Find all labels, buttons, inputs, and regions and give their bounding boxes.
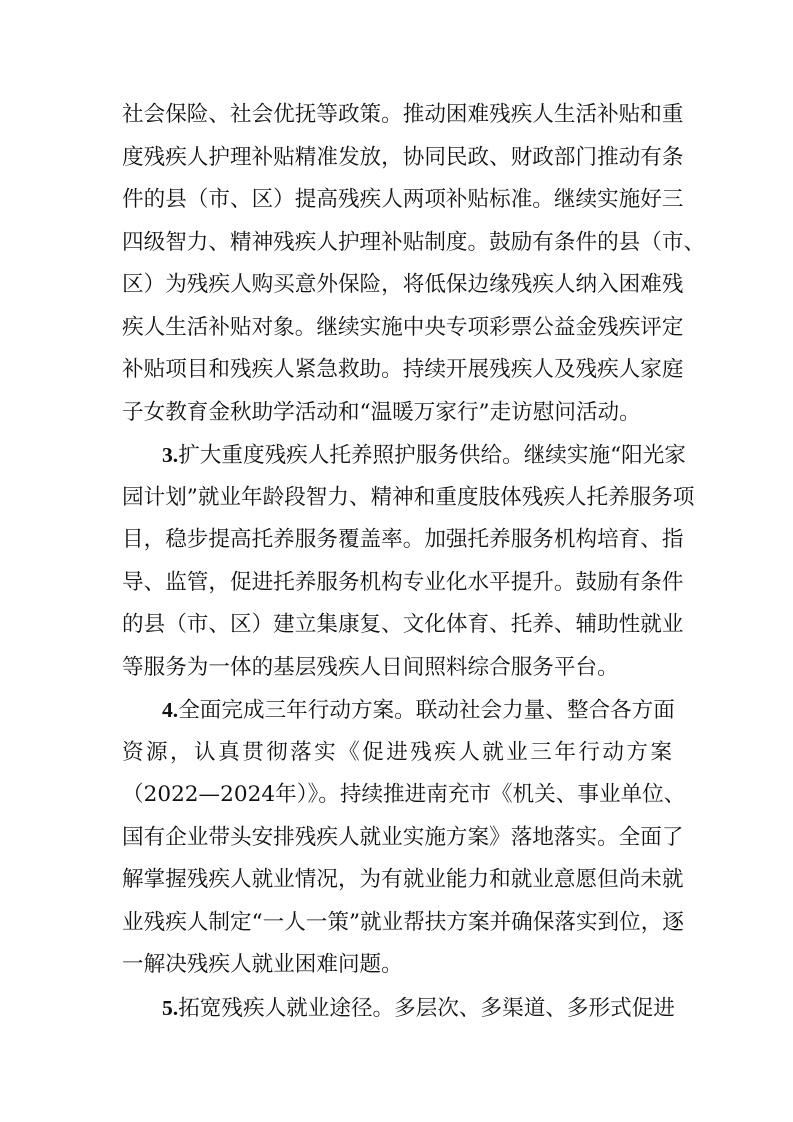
text-line: 资源，认真贯彻落实《促进残疾人就业三年行动方案 xyxy=(122,740,672,765)
text-line: （2022—2024年）》。持续推进南充市《机关、事业单位、 xyxy=(122,782,686,807)
text-line: 疾人生活补贴对象。继续实施中央专项彩票公益金残疾评定 xyxy=(122,315,684,340)
text-line: 扩大重度残疾人托养照护服务供给。继续实施“阳光家 xyxy=(178,443,686,468)
item-number: 4. xyxy=(162,698,179,722)
paragraph-first-line xyxy=(162,991,675,1025)
text-line: 等服务为一体的基层残疾人日间照料综合服务平台。 xyxy=(122,655,619,680)
text-line: 拓宽残疾人就业途径。多层次、多渠道、多形式促进 xyxy=(178,996,675,1021)
item-number: 5. xyxy=(162,996,179,1020)
text-line: 国有企业带头安排残疾人就业实施方案》落地落实。全面了 xyxy=(122,825,684,850)
text-line: 一解决残疾人就业困难问题。 xyxy=(122,952,403,977)
paragraph-first-line xyxy=(162,438,686,472)
text-line: 子女教育金秋助学活动和“温暖万家行”走访慰问活动。 xyxy=(122,400,641,425)
text-line: 全面完成三年行动方案。联动社会力量、整合各方面 xyxy=(178,698,675,723)
text-line: 目，稳步提高托养服务覆盖率。加强托养服务机构培育、指 xyxy=(122,527,684,552)
text-line: 四级智力、精神残疾人护理补贴制度。鼓励有条件的县（市、 xyxy=(122,230,706,255)
text-line: 补贴项目和残疾人紧急救助。持续开展残疾人及残疾人家庭 xyxy=(122,357,684,382)
text-line: 的县（市、区）建立集康复、文化体育、托养、辅助性就业 xyxy=(122,612,684,637)
paragraph-first-line xyxy=(162,693,675,727)
text-line: 业残疾人制定“一人一策”就业帮扶方案并确保落实到位，逐 xyxy=(122,910,684,935)
text-line: 导、监管，促进托养服务机构专业化水平提升。鼓励有条件 xyxy=(122,570,684,595)
text-line: 件的县（市、区）提高残疾人两项补贴标准。继续实施好三 xyxy=(122,187,684,212)
text-line: 社会保险、社会优抚等政策。推动困难残疾人生活补贴和重 xyxy=(122,102,684,127)
text-line: 解掌握残疾人就业情况，为有就业能力和就业意愿但尚未就 xyxy=(122,867,684,892)
item-number: 3. xyxy=(162,443,179,467)
text-line: 区）为残疾人购买意外保险，将低保边缘残疾人纳入困难残 xyxy=(122,272,684,297)
text-line: 园计划”就业年龄段智力、精神和重度肢体残疾人托养服务项 xyxy=(122,485,695,510)
text-line: 度残疾人护理补贴精准发放，协同民政、财政部门推动有条 xyxy=(122,145,684,170)
